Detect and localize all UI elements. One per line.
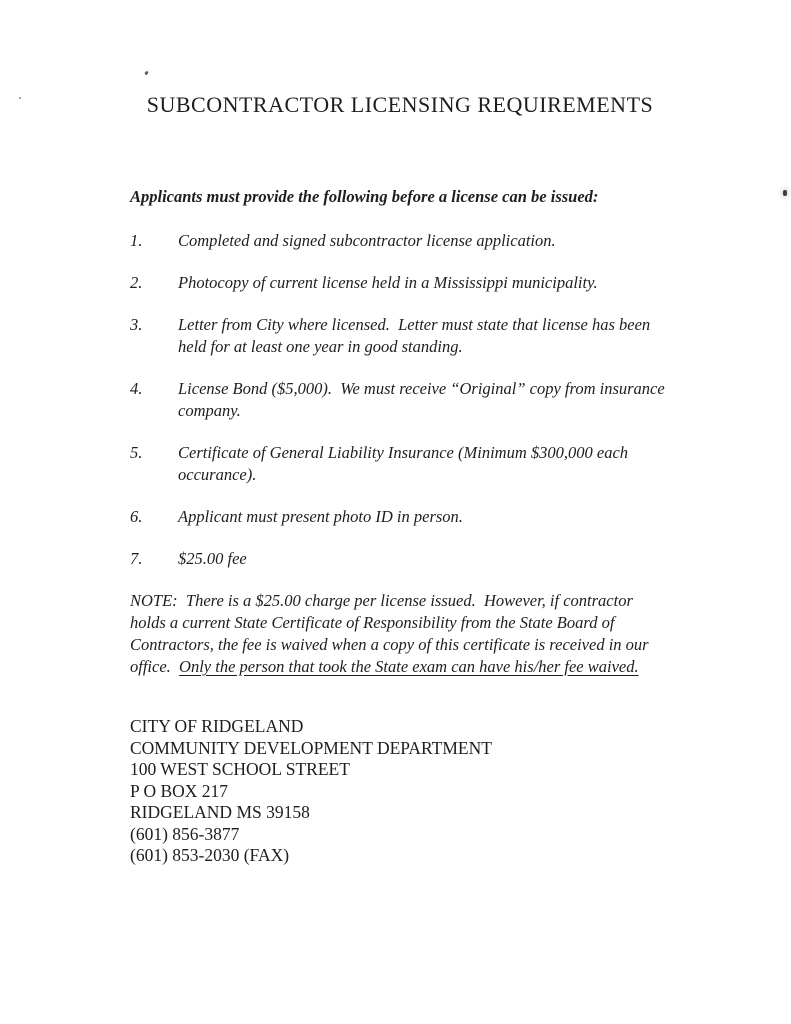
note-text: NOTE: There is a $25.00 charge per license issued. However, if contractor holds a current State Certificate of Responsibility from the State Board of Contractors, the fee is waived when a copy of this certificate is received in our office. xyxy=(130,591,653,676)
address-line-pobox: P O BOX 217 xyxy=(130,780,229,801)
item-text: Letter from City where licensed. Letter must state that license has been held for at least one year in good standing. xyxy=(178,315,655,356)
item-number: 1. xyxy=(130,231,143,250)
address-line-department: COMMUNITY DEVELOPMENT DEPARTMENT xyxy=(130,737,492,758)
list-item xyxy=(130,272,670,294)
list-item xyxy=(130,506,670,528)
item-text: Applicant must present photo ID in person. xyxy=(178,507,463,526)
page-title: SUBCONTRACTOR LICENSING REQUIREMENTS xyxy=(146,92,654,117)
document-content xyxy=(130,0,670,867)
list-item xyxy=(130,548,670,570)
address-line-city-state-zip: RIDGELAND MS 39158 xyxy=(130,802,310,822)
item-number: 6. xyxy=(130,507,143,526)
item-text: Photocopy of current license held in a Mississippi municipality. xyxy=(178,273,598,292)
scan-speck xyxy=(783,190,787,196)
address-line-street: 100 WEST SCHOOL STREET xyxy=(130,759,350,779)
list-item xyxy=(130,314,670,358)
address-line-fax: (601) 853-2030 (FAX) xyxy=(130,845,290,865)
item-number: 7. xyxy=(130,549,143,568)
item-text: Certificate of General Liability Insurance (Minimum $300,000 each occurance). xyxy=(178,443,633,484)
note-underlined-text: Only the person that took the State exam can have his/her fee waived. xyxy=(179,657,639,676)
list-item xyxy=(130,230,670,252)
item-text: Completed and signed subcontractor license application. xyxy=(178,231,556,250)
list-item xyxy=(130,378,670,422)
requirements-list xyxy=(130,230,670,570)
scan-speck xyxy=(19,97,21,99)
item-number: 3. xyxy=(130,315,143,334)
intro-line: Applicants must provide the following before a license can be issued: xyxy=(130,187,599,206)
list-item xyxy=(130,442,670,486)
item-text: $25.00 fee xyxy=(178,549,247,568)
item-number: 5. xyxy=(130,443,143,462)
item-number: 2. xyxy=(130,273,143,292)
address-line-phone: (601) 856-3877 xyxy=(130,823,240,844)
note-paragraph xyxy=(130,590,670,678)
item-text: License Bond ($5,000). We must receive “Original” copy from insurance company. xyxy=(178,379,669,420)
address-line-org: CITY OF RIDGELAND xyxy=(130,716,304,736)
item-number: 4. xyxy=(130,379,143,398)
address-block xyxy=(130,716,670,867)
